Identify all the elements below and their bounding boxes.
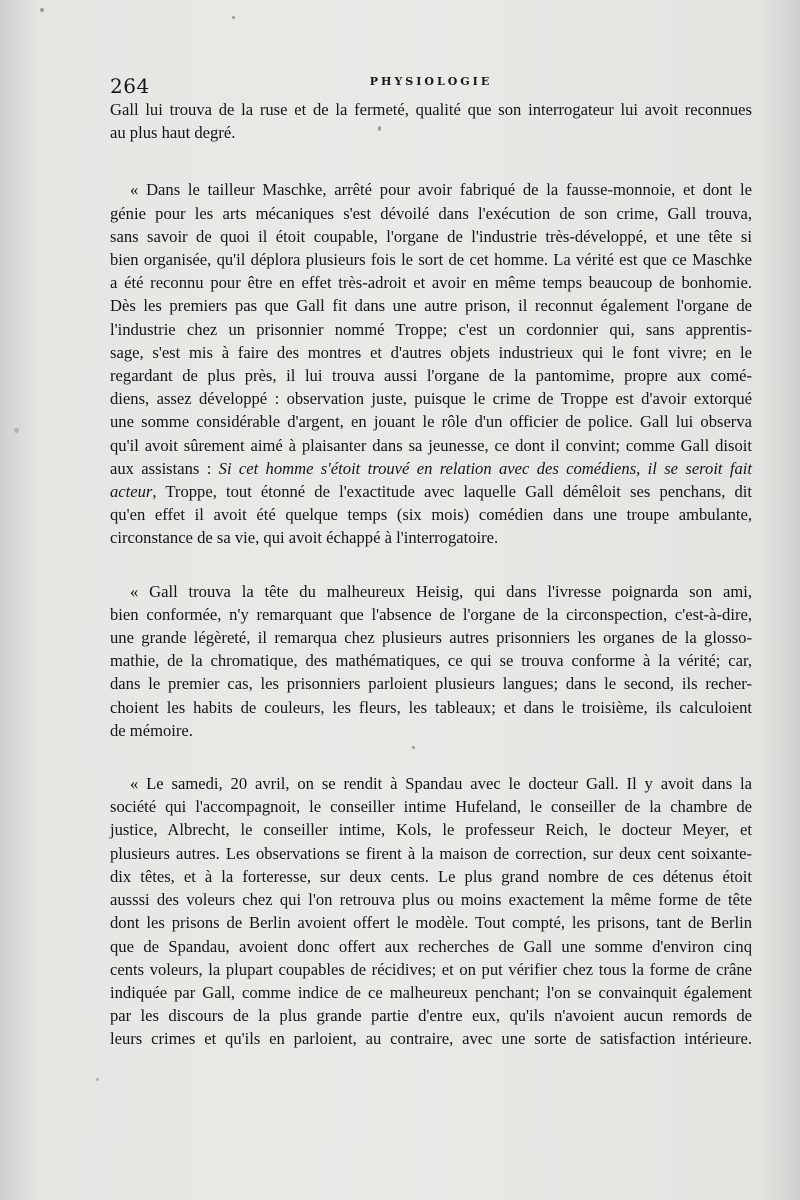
text-line: sans savoir de quoi il étoit coupable, l'organe de l'industrie très-développé, et une tête si xyxy=(110,226,752,246)
text-line: sage, s'est mis à faire des montres et d'autres objets industrieux qui le font vivre; en le xyxy=(110,342,752,362)
text-line: dont les prisons de Berlin avoient offert le modèle. Tout compté, les prisons, tant de Berlin xyxy=(110,913,752,933)
paragraph xyxy=(110,98,752,144)
text-line: ausssi des voleurs chez qui l'on retrouva plus ou moins exactement la même forme de tête xyxy=(110,890,752,910)
page-number: 264 xyxy=(110,74,150,98)
text-line: que de Spandau, avoient donc offert aux recherches de Gall une somme d'environ cinq xyxy=(110,936,752,956)
text-line: indiquée par Gall, comme indice de ce malheureux penchant; l'on se convainquit également xyxy=(110,982,752,1002)
italic-quote: acteur xyxy=(110,482,153,502)
text-run: , Troppe, tout étonné de l'exactitude avec laquelle Gall démêloit ses penchans, dit xyxy=(152,482,752,502)
text-line xyxy=(110,457,752,480)
text-line: par les discours de la plus grande partie d'entre eux, qu'ils n'avoient aucun remords de xyxy=(110,1006,752,1026)
text-line: mathie, de la chromatique, des mathématiques, ce qui se trouva conforme à la vérité; car, xyxy=(110,651,752,671)
running-title: PHYSIOLOGIE xyxy=(369,75,493,88)
text-line: dix têtes, et à la forteresse, sur deux cents. Le plus grand nombre de ces détenus étoit xyxy=(110,866,752,886)
page-header xyxy=(110,70,752,98)
text-line: a été reconnu pour être en effet très-adroit et avoir en même temps beaucoup de bonhomie. xyxy=(110,273,752,293)
text-line: « Gall trouva la tête du malheureux Heisig, qui dans l'ivresse poignarda son ami, xyxy=(130,581,752,601)
text-line: circonstance de sa vie, qui avoit échappé à l'interrogatoire. xyxy=(110,528,499,548)
text-run: aux assistans : xyxy=(110,458,219,478)
paper-speck xyxy=(40,8,44,12)
text-line: au plus haut degré. xyxy=(110,123,236,143)
text-line: Gall lui trouva de la ruse et de la fermeté, qualité que son interrogateur lui avoit reconnues xyxy=(110,100,752,119)
text-line: Dès les premiers pas que Gall fit dans une autre prison, il reconnut également l'organe de xyxy=(110,296,752,316)
text-line: plusieurs autres. Les observations se firent à la maison de correction, sur deux cent soixante- xyxy=(110,843,752,863)
body-text xyxy=(110,98,752,1051)
text-line: société qui l'accompagnoit, le conseiller intime Hufeland, le conseiller de la chambre de xyxy=(110,797,752,817)
italic-quote: Si cet homme s'étoit trouvé en relation avec des comédiens, il se seroit fait xyxy=(218,458,752,478)
text-line: génie pour les arts mécaniques s'est dévoilé dans l'exécution de son crime, Gall trouva, xyxy=(110,203,752,223)
text-line: une somme considérable d'argent, en jouant le rôle d'un officier de police. Gall lui observa xyxy=(110,412,752,432)
text-line: choient les habits de couleurs, les fleurs, les tableaux; et dans le troisième, ils calculoient xyxy=(110,697,752,717)
text-line: dans le premier cas, les prisonniers parloient plusieurs langues; dans le second, ils recher- xyxy=(110,674,752,694)
text-line: « Dans le tailleur Maschke, arrêté pour avoir fabriqué de la fausse-monnoie, et dont le xyxy=(130,180,752,200)
text-line xyxy=(110,480,752,503)
text-line: leurs crimes et qu'ils en parloient, au contraire, avec une sorte de satisfaction intérieure. xyxy=(110,1029,752,1049)
text-line: de mémoire. xyxy=(110,720,193,740)
text-line: « Le samedi, 20 avril, on se rendit à Spandau avec le docteur Gall. Il y avoit dans la xyxy=(130,774,752,794)
paragraph xyxy=(110,772,752,1050)
paper-speck xyxy=(14,428,19,433)
paper-speck xyxy=(96,1078,99,1081)
text-line: qu'il avoit sûrement aimé à plaisanter dans sa jeunesse, ce dont il convint; comme Gall disoit xyxy=(110,435,752,455)
paragraph xyxy=(110,178,752,549)
paper-speck xyxy=(232,16,235,19)
text-line: bien organisée, qu'il déplora plusieurs fois le sort de cet homme. La vérité est que ce Maschke xyxy=(110,250,752,270)
text-line: bien conformée, n'y remarquant que l'absence de l'organe de la circonspection, c'est-à-dire, xyxy=(110,604,752,624)
text-line: justice, Albrecht, le conseiller intime, Kols, le professeur Reich, le docteur Meyer, et xyxy=(110,820,752,840)
text-line: regardant de plus près, il lui trouva aussi l'organe de la pantomime, propre aux comé- xyxy=(110,366,752,386)
text-line: diens, assez développé : observation juste, puisque le crime de Troppe est d'avoir extorqué xyxy=(110,389,752,409)
text-line: qu'en effet il avoit été quelque temps (six mois) comédien dans une troupe ambulante, xyxy=(110,505,752,525)
paragraph xyxy=(110,580,752,742)
text-line: cents voleurs, la plupart coupables de récidives; et on put vérifier chez tous la forme de crâne xyxy=(110,959,752,979)
text-line: une grande légèreté, il remarqua chez plusieurs autres prisonniers les organes de la glosso- xyxy=(110,628,752,648)
text-line: l'industrie chez un prisonnier nommé Troppe; c'est un cordonnier qui, sans apprentis- xyxy=(110,319,752,339)
